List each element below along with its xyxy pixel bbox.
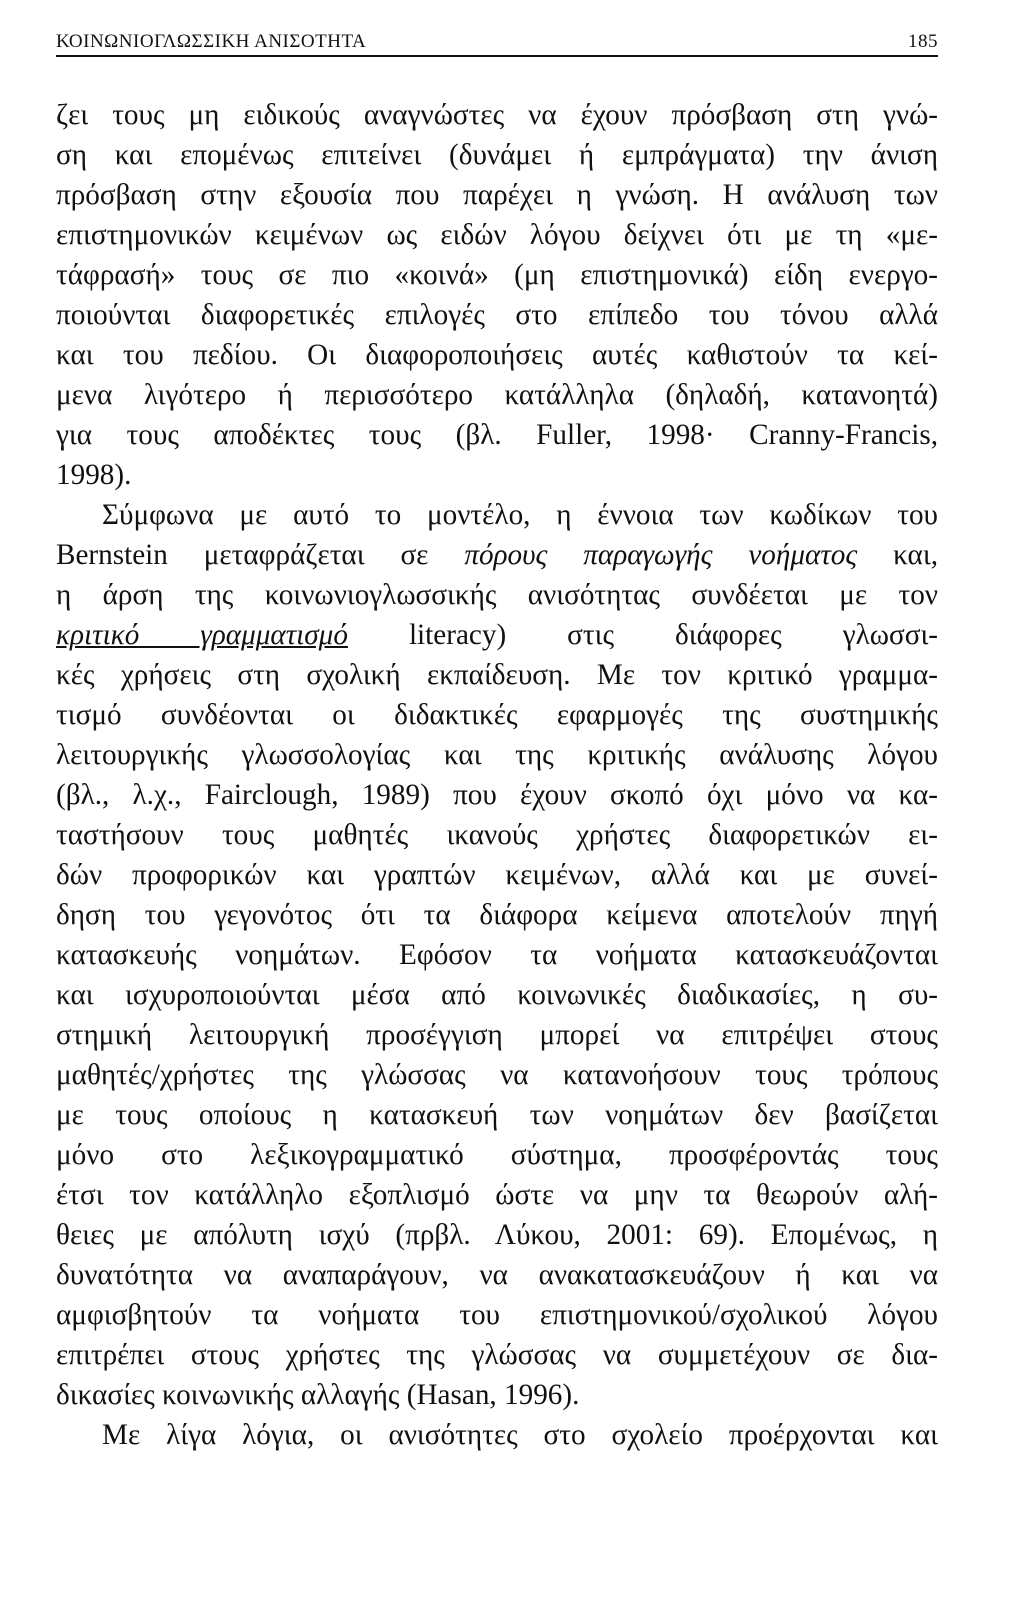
text-line: δικασίες κοινωνικής αλλαγής (Hasan, 1996). bbox=[56, 1379, 580, 1411]
text-line: μαθητές/χρήστες της γλώσσας να κατανοήσουν τους τρόπους bbox=[56, 1059, 938, 1091]
paragraph-start-line: Με λίγα λόγια, οι ανισότητες στο σχολείο προέρχονται και bbox=[102, 1419, 938, 1451]
text-line: μόνο στο λεξικογραμματικό σύστημα, προσφέροντάς τους bbox=[56, 1139, 938, 1171]
running-title: ΚΟΙΝΩΝΙΟΓΛΩΣΣΙΚΗ ΑΝΙΣΟΤΗΤΑ bbox=[56, 31, 367, 52]
text-line: θειες με απόλυτη ισχύ (πρβλ. Λύκου, 2001: 69). Επομένως, η bbox=[56, 1219, 938, 1251]
text-segment: literacy) στις διάφορες γλωσσι- bbox=[408, 619, 939, 651]
text-line: για τους αποδέκτες τους (βλ. Fuller, 1998· Cranny-Francis, bbox=[56, 419, 938, 451]
text-line: (βλ., λ.χ., Fairclough, 1989) που έχουν σκοπό όχι μόνο να κα- bbox=[56, 779, 938, 811]
text-line: και του πεδίου. Οι διαφοροποιήσεις αυτές καθιστούν τα κεί- bbox=[56, 339, 938, 371]
text-line: επιτρέπει στους χρήστες της γλώσσας να συμμετέχουν σε δια- bbox=[56, 1339, 938, 1371]
text-line: 1998). bbox=[56, 459, 132, 491]
text-line: στημική λειτουργική προσέγγιση μπορεί να επιτρέψει στους bbox=[56, 1019, 938, 1051]
italic-term: κριτικό γραμματισμό bbox=[56, 619, 348, 651]
text-line: με τους οποίους η κατασκευή των νοημάτων δεν βασίζεται bbox=[56, 1099, 938, 1131]
text-line: ταστήσουν τους μαθητές ικανούς χρήστες διαφορετικών ει- bbox=[56, 819, 938, 851]
text-line: δών προφορικών και γραπτών κειμένων, αλλά και με συνεί- bbox=[56, 859, 938, 891]
running-header bbox=[56, 30, 938, 57]
text-line: επιστημονικών κειμένων ως ειδών λόγου δείχνει ότι με τη «με- bbox=[56, 219, 938, 251]
text-line: ποιούνται διαφορετικές επιλογές στο επίπεδο του τόνου αλλά bbox=[56, 299, 938, 331]
italic-term: πόρους παραγωγής νοήματος bbox=[464, 539, 858, 571]
text-segment: και, bbox=[893, 539, 939, 571]
text-line: μενα λιγότερο ή περισσότερο κατάλληλα (δηλαδή, κατανοητά) bbox=[56, 379, 938, 411]
text-line: δυνατότητα να αναπαράγουν, να ανακατασκευάζουν ή και να bbox=[56, 1259, 938, 1291]
text-line: και ισχυροποιούνται μέσα από κοινωνικές διαδικασίες, η συ- bbox=[56, 979, 938, 1011]
text-line: κές χρήσεις στη σχολική εκπαίδευση. Με τον κριτικό γραμμα- bbox=[56, 659, 938, 691]
text-line: ση και επομένως επιτείνει (δυνάμει ή εμπράγματα) την άνιση bbox=[56, 139, 938, 171]
text-line: αμφισβητούν τα νοήματα του επιστημονικού/σχολικού λόγου bbox=[56, 1299, 938, 1331]
page-number: 185 bbox=[908, 31, 938, 52]
text-line: ζει τους μη ειδικούς αναγνώστες να έχουν πρόσβαση στη γνώ- bbox=[56, 99, 938, 131]
text-line-with-italic bbox=[56, 615, 938, 655]
text-line: πρόσβαση στην εξουσία που παρέχει η γνώση. Η ανάλυση των bbox=[56, 179, 938, 211]
text-line: τισμό συνδέονται οι διδακτικές εφαρμογές της συστημικής bbox=[56, 699, 938, 731]
text-line: έτσι τον κατάλληλο εξοπλισμό ώστε να μην τα θεωρούν αλή- bbox=[56, 1179, 938, 1211]
text-line: κατασκευής νοημάτων. Εφόσον τα νοήματα κατασκευάζονται bbox=[56, 939, 938, 971]
text-line: τάφρασή» τους σε πιο «κοινά» (μη επιστημονικά) είδη ενεργο- bbox=[56, 259, 938, 291]
text-line: δηση του γεγονότος ότι τα διάφορα κείμενα αποτελούν πηγή bbox=[56, 899, 938, 931]
text-segment: Bernstein μεταφράζεται σε bbox=[56, 539, 429, 571]
paragraph-start-line: Σύμφωνα με αυτό το μοντέλο, η έννοια των κωδίκων του bbox=[102, 499, 938, 531]
text-line: η άρση της κοινωνιογλωσσικής ανισότητας συνδέεται με τον bbox=[56, 579, 938, 611]
body-text bbox=[56, 95, 938, 1455]
text-line-with-italic bbox=[56, 535, 938, 575]
text-line: λειτουργικής γλωσσολογίας και της κριτικής ανάλυσης λόγου bbox=[56, 739, 938, 771]
book-page bbox=[56, 30, 938, 1455]
